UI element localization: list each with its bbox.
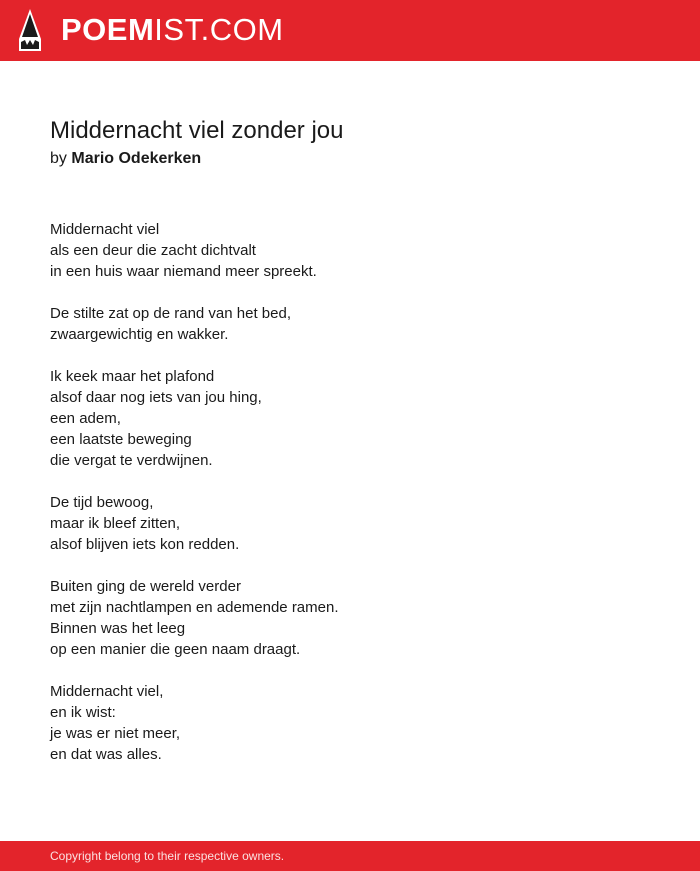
poem-line: zwaargewichtig en wakker. [50,326,229,343]
pencil-tip-icon [18,9,42,51]
poem-line: Buiten ging de wereld verder [50,578,241,595]
poem-line: De stilte zat op de rand van het bed, [50,305,291,322]
poem-line: een laatste beweging [50,431,192,448]
stanza-break [50,660,650,681]
poem-line: Ik keek maar het plafond [50,368,215,385]
site-footer [0,841,700,871]
poem-line: alsof blijven iets kon redden. [50,536,240,553]
poem-line: in een huis waar niemand meer spreekt. [50,263,317,280]
poem-line: en ik wist: [50,704,116,721]
poem-line: die vergat te verdwijnen. [50,452,213,469]
site-header [0,0,700,61]
poem-author: Mario Odekerken [71,150,202,167]
poem-line: alsof daar nog iets van jou hing, [50,389,262,406]
stanza-break [50,555,650,576]
poem-byline [50,149,201,169]
site-logo[interactable] [61,12,284,48]
poem-line: Middernacht viel [50,221,160,238]
poem-line: op een manier die geen naam draagt. [50,641,301,658]
stanza-break [50,282,650,303]
poem-line: met zijn nachtlampen en ademende ramen. [50,599,339,616]
logo-bold-text: POEM [61,12,155,47]
poem-line: Binnen was het leeg [50,620,186,637]
stanza-break [50,345,650,366]
by-label: by [50,150,67,167]
poem-line: je was er niet meer, [50,725,181,742]
poem-line: als een deur die zacht dichtvalt [50,242,256,259]
poem-line: Middernacht viel, [50,683,164,700]
poem-line: De tijd bewoog, [50,494,154,511]
stanza-break [50,471,650,492]
poem-line: een adem, [50,410,121,427]
poem-line: en dat was alles. [50,746,162,763]
copyright-notice: Copyright belong to their respective owners. [50,849,285,863]
poem-body [50,219,650,765]
poem-title: Middernacht viel zonder jou [50,117,344,144]
poem-line: maar ik bleef zitten, [50,515,181,532]
logo-rest-text: IST.COM [154,12,284,47]
